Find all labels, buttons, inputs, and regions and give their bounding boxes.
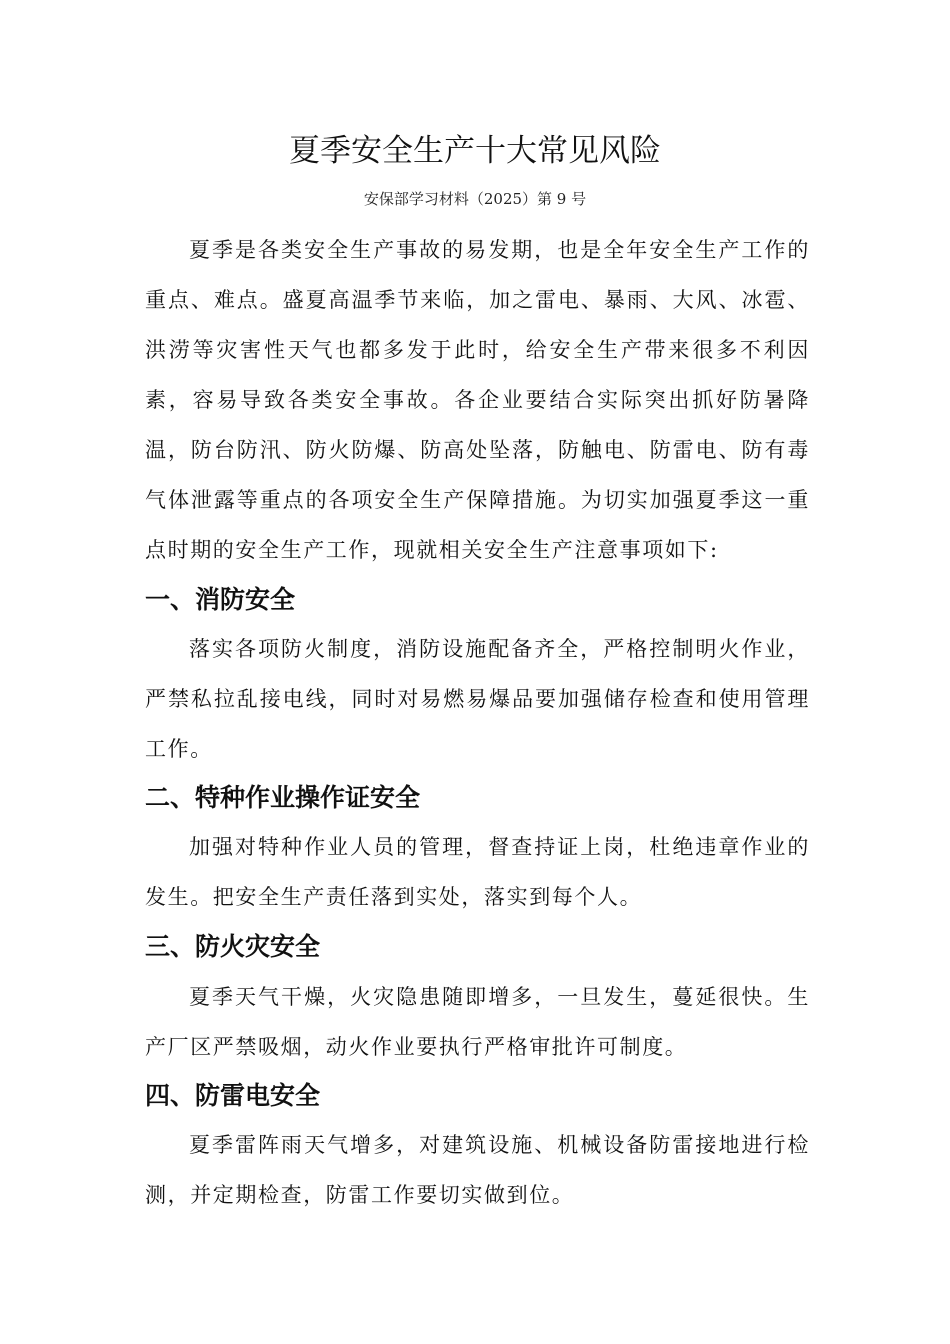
document-title: 夏季安全生产十大常见风险	[289, 133, 661, 169]
section-heading-fire-prevention: 三、防火灾安全	[145, 932, 321, 961]
section-heading-special-operations: 二、特种作业操作证安全	[145, 783, 421, 812]
section-body-fire-safety: 落实各项防火制度，消防设施配备齐全，严格控制明火作业，严禁私拉乱接电线，同时对易燃易爆品要加强储存检查和使用管理工作。	[145, 637, 810, 761]
section-heading-fire-safety: 一、消防安全	[145, 585, 296, 614]
section-heading-lightning-safety: 四、防雷电安全	[145, 1081, 321, 1110]
section-body-lightning-safety: 夏季雷阵雨天气增多，对建筑设施、机械设备防雷接地进行检测，并定期检查，防雷工作要切实做到位。	[145, 1133, 810, 1207]
document-subtitle: 安保部学习材料（2025）第 9 号	[363, 190, 587, 208]
section-body-fire-prevention: 夏季天气干燥，火灾隐患随即增多，一旦发生，蔓延很快。生产厂区严禁吸烟，动火作业要执行严格审批许可制度。	[145, 985, 810, 1059]
section-body-special-operations: 加强对特种作业人员的管理，督查持证上岗，杜绝违章作业的发生。把安全生产责任落到实处，落实到每个人。	[145, 835, 810, 909]
intro-paragraph: 夏季是各类安全生产事故的易发期，也是全年安全生产工作的重点、难点。盛夏高温季节来临，加之雷电、暴雨、大风、冰雹、洪涝等灾害性天气也都多发于此时，给安全生产带来很多不利因素，容易导致各类安全事故。各企业要结合实际突出抓好防暑降温，防台防汛、防火防爆、防高处坠落，防触电、防雷电、防有毒气体泄露等重点的各项安全生产保障措施。为切实加强夏季这一重点时期的安全生产工作，现就相关安全生产注意事项如下:	[145, 238, 810, 562]
